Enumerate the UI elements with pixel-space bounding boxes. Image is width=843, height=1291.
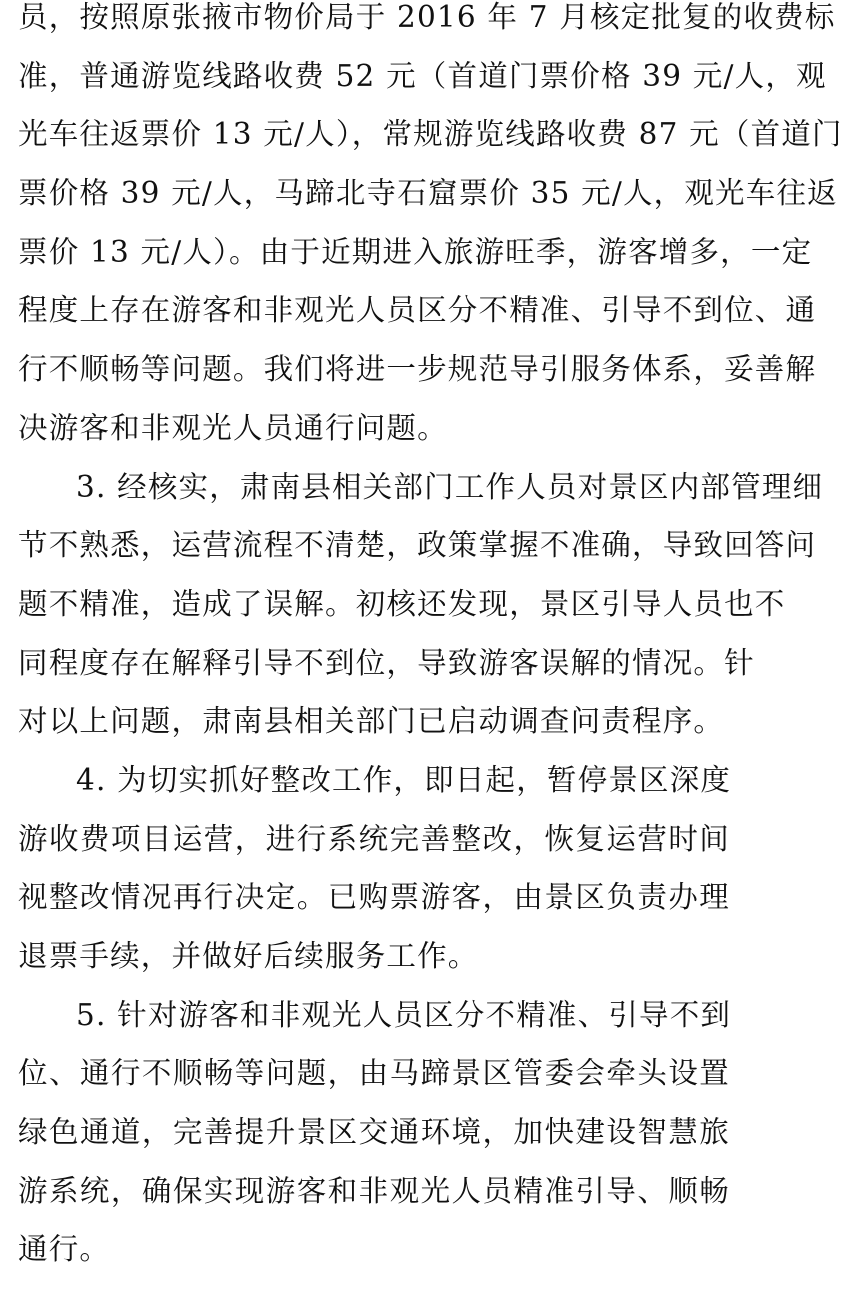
text-line: 程度上存在游客和非观光人员区分不精准、引导不到位、通 xyxy=(18,293,817,328)
text-line: 位、通行不顺畅等问题，由马蹄景区管委会牵头设置 xyxy=(18,1056,730,1091)
text-line: 游收费项目运营，进行系统完善整改，恢复运营时间 xyxy=(18,821,730,856)
text-line: 对以上问题，肃南县相关部门已启动调查问责程序。 xyxy=(18,704,725,739)
paragraph-5-first-line: 5. 针对游客和非观光人员区分不精准、引导不到 xyxy=(76,997,732,1032)
text-line: 节不熟悉，运营流程不清楚，政策掌握不准确，导致回答问 xyxy=(18,528,817,563)
paragraph-4-first-line: 4. 为切实抓好整改工作，即日起，暂停景区深度 xyxy=(76,762,732,797)
text-line: 视整改情况再行决定。已购票游客，由景区负责办理 xyxy=(18,880,730,915)
text-line: 决游客和非观光人员通行问题。 xyxy=(18,410,448,445)
text-line: 票价格 39 元/人，马蹄北寺石窟票价 35 元/人，观光车往返 xyxy=(18,176,838,211)
text-line: 题不精准，造成了误解。初核还发现，景区引导人员也不 xyxy=(18,586,786,621)
text-line: 准，普通游览线路收费 52 元（首道门票价格 39 元/人，观 xyxy=(18,58,827,93)
paragraph-3-first-line: 3. 经核实，肃南县相关部门工作人员对景区内部管理细 xyxy=(76,469,824,504)
text-line: 绿色通道，完善提升景区交通环境，加快建设智慧旅 xyxy=(18,1115,730,1150)
text-line: 行不顺畅等问题。我们将进一步规范导引服务体系，妥善解 xyxy=(18,352,817,387)
text-line: 员，按照原张掖市物价局于 2016 年 7 月核定批复的收费标 xyxy=(18,0,836,34)
text-line: 票价 13 元/人）。由于近期进入旅游旺季，游客增多，一定 xyxy=(18,234,813,269)
text-line: 光车往返票价 13 元/人），常规游览线路收费 87 元（首道门 xyxy=(18,117,843,152)
text-line: 游系统，确保实现游客和非观光人员精准引导、顺畅 xyxy=(18,1173,730,1208)
text-line: 同程度存在解释引导不到位，导致游客误解的情况。针 xyxy=(18,645,755,680)
text-line: 退票手续，并做好后续服务工作。 xyxy=(18,939,479,973)
text-line: 通行。 xyxy=(18,1232,111,1267)
